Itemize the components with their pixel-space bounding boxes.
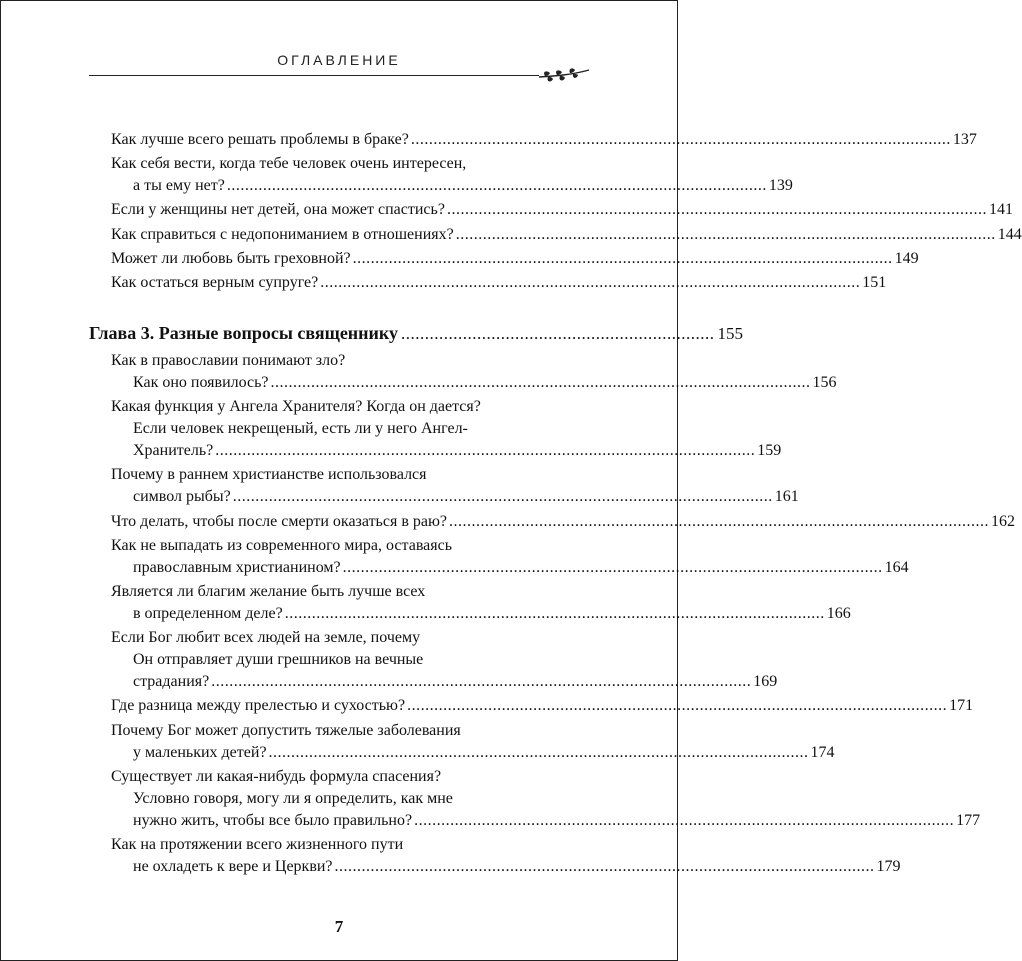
toc-page-number: 139 (768, 177, 793, 195)
leader-dots: ........................................................................................................................ (407, 697, 948, 715)
toc-entry-text: православным христианином? (133, 558, 341, 576)
toc-page-number: 137 (952, 131, 977, 148)
toc-entry (111, 511, 1016, 533)
toc-entry-last-line (111, 486, 799, 508)
toc-entry (111, 199, 1013, 221)
toc-entry-last-line (111, 175, 793, 197)
leader-dots: ........................................................................................................................ (410, 131, 951, 148)
toc-entry-last-line (111, 742, 835, 764)
toc-page-number: 164 (884, 558, 909, 576)
toc-page-number: 174 (810, 743, 835, 761)
toc-entry-line: Как в православии понимают зло? (111, 352, 346, 369)
leader-dots: ........................................................................................................................ (211, 673, 752, 691)
toc-entry-last-line (111, 695, 974, 717)
toc-entry (111, 153, 793, 197)
toc-entry-line: Условно говоря, могу ли я определить, как мне (133, 789, 453, 807)
toc-entry-line: Почему Бог может допустить тяжелые заболевания (111, 721, 461, 739)
toc-page-number: 177 (956, 811, 981, 829)
toc-entry (111, 766, 981, 832)
toc-entry-text: Хранитель? (133, 442, 214, 460)
toc-entry (111, 248, 919, 270)
toc-page-number: 161 (774, 488, 799, 506)
leader-dots: ........................................................................................................................ (270, 374, 811, 391)
toc-entry-line: Существует ли какая-нибудь формула спасения? (111, 767, 442, 785)
toc-entry-text: Что делать, чтобы после смерти оказаться в раю? (111, 512, 448, 530)
running-head: ОГЛАВЛЕНИЕ (277, 52, 401, 68)
toc-entry-last-line (111, 199, 1013, 221)
toc-page-number: 141 (988, 201, 1013, 219)
toc-entry-text: Если у женщины нет детей, она может спастись? (111, 201, 445, 219)
leader-dots: ........................................................................................................................ (320, 274, 861, 291)
toc-entry (111, 535, 909, 579)
toc-entry-text: в определенном деле? (133, 605, 283, 622)
leader-dots: ........................................................................................................................ (226, 177, 767, 195)
leader-dots: ........................................................................................................................ (414, 811, 955, 829)
toc-entry-last-line (111, 129, 977, 151)
toc-page-number: 151 (862, 274, 887, 291)
toc-page-number: 156 (812, 374, 837, 391)
leader-dots: ........................................................................................................................ (342, 558, 883, 576)
toc-entry-line: Как на протяжении всего жизненного пути (111, 836, 404, 853)
toc-entry-line: Какая функция у Ангела Хранителя? Когда он дается? (111, 398, 481, 416)
toc-entry-text: нужно жить, чтобы все было правильно? (133, 811, 413, 829)
toc-page-number: 149 (894, 249, 919, 267)
chapter-page-number: 155 (717, 324, 744, 343)
leaf-sprig-icon (537, 65, 591, 87)
toc-entry-text: Где разница между прелестью и сухостью? (111, 697, 406, 715)
toc-entry-text: а ты ему нет? (133, 177, 225, 195)
toc-entry-last-line (111, 372, 837, 394)
leader-dots: ........................................................................................................................ (215, 442, 756, 460)
toc-entry (111, 129, 977, 151)
toc-entry-line: Если Бог любит всех людей на земле, почему (111, 629, 421, 647)
leader-dots: ........................................................................................................................ (455, 225, 996, 243)
toc-page-number: 166 (826, 605, 851, 622)
toc-entry-last-line (111, 272, 887, 294)
toc-entry-text: Как остаться верным супруге? (111, 274, 319, 291)
leader-dots: ........................................................................................................................ (334, 858, 875, 875)
toc-entry-last-line (111, 557, 909, 579)
toc-entry-line: Является ли благим желание быть лучше всех (111, 583, 426, 600)
toc-entry-text: Как справиться с недопониманием в отношениях? (111, 225, 454, 243)
toc-entry-text: Как оно появилось? (133, 374, 269, 391)
toc-entry-text: Как лучше всего решать проблемы в браке? (111, 131, 409, 148)
toc-entry (111, 224, 1022, 246)
leader-dots: ........................................................................................................................ (446, 201, 987, 219)
toc-entry (111, 350, 837, 394)
leader-dots: ........................................................................................................................ (449, 512, 990, 530)
leader-dots: .................................................................. (401, 324, 715, 343)
toc-entry-line: Как не выпадать из современного мира, оставаясь (111, 536, 453, 554)
toc-page-number: 169 (753, 673, 778, 691)
chapter-title: Глава 3. Разные вопросы священнику (89, 323, 399, 343)
toc-entry (111, 396, 782, 462)
toc-entry (111, 695, 974, 717)
page-number: 7 (334, 917, 344, 936)
toc-entry-last-line (111, 248, 919, 270)
toc-entry (111, 272, 887, 294)
toc-entry-last-line (111, 810, 981, 832)
toc-entry-last-line (111, 603, 851, 625)
toc-entry-last-line (111, 440, 782, 462)
toc-entry (111, 581, 851, 625)
toc-entry (111, 464, 799, 508)
toc-entry-text: Может ли любовь быть греховной? (111, 249, 351, 267)
header-rule (89, 75, 539, 76)
toc-entry-text: у маленьких детей? (133, 743, 267, 761)
toc-page-number: 144 (997, 225, 1022, 243)
leader-dots: ........................................................................................................................ (268, 743, 809, 761)
leader-dots: ........................................................................................................................ (284, 605, 825, 622)
toc-entry-line: Если человек некрещеный, есть ли у него Ангел- (133, 420, 468, 438)
leader-dots: ........................................................................................................................ (352, 249, 893, 267)
toc-page-number: 159 (757, 442, 782, 460)
leader-dots: ........................................................................................................................ (232, 488, 773, 506)
toc-entry-last-line (111, 511, 1016, 533)
toc-entry-text: символ рыбы? (133, 488, 231, 506)
toc-entry-last-line (111, 856, 901, 878)
toc-entry-line: Он отправляет души грешников на вечные (133, 651, 424, 669)
toc-entry-line: Почему в раннем христианстве использовался (111, 466, 427, 484)
toc-page-number: 171 (949, 697, 974, 715)
chapter-heading (89, 321, 744, 346)
toc-page-number: 162 (991, 512, 1016, 530)
toc-entry-line: Как себя вести, когда тебе человек очень интересен, (111, 155, 467, 173)
toc-entry (111, 720, 835, 764)
toc-entry-last-line (111, 224, 1022, 246)
toc-entry-last-line (111, 671, 778, 693)
toc-entry-text: не охладеть к вере и Церкви? (133, 858, 333, 875)
toc-entry (111, 834, 901, 878)
toc-entry (111, 627, 778, 693)
toc-entry-text: страдания? (133, 673, 210, 691)
toc-page-number: 179 (876, 858, 901, 875)
